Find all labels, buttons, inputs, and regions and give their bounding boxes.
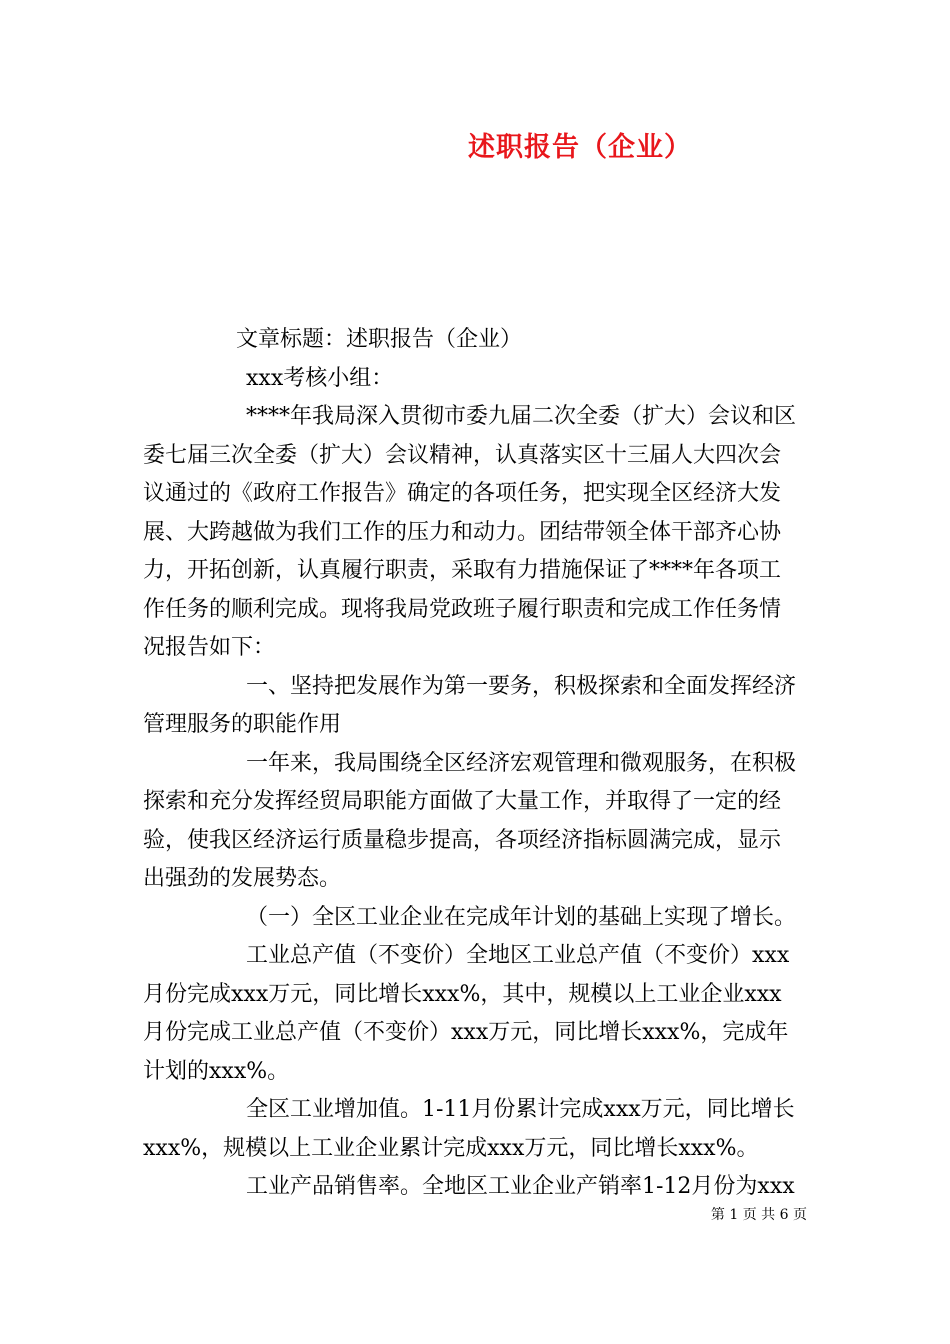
paragraph-line: 展、大跨越做为我们工作的压力和动力。团结带领全体干部齐心协 [143, 519, 782, 545]
paragraph-line: 验，使我区经济运行质量稳步提高，各项经济指标圆满完成，显示 [143, 827, 782, 853]
paragraph-line: 探索和充分发挥经贸局职能方面做了大量工作，并取得了一定的经 [143, 789, 782, 814]
paragraph-line: 议通过的《政府工作报告》确定的各项任务，把实现全区经济大发 [143, 481, 782, 506]
paragraph-line: 作任务的顺利完成。现将我局党政班子履行职责和完成工作任务情 [143, 596, 782, 622]
paragraph-line: 计划的xxx%。 [143, 1058, 290, 1084]
document-body [143, 321, 807, 1207]
paragraph-line: 出强劲的发展势态。 [143, 866, 342, 891]
paragraph-line: 一年来，我局围绕全区经济宏观管理和微观服务，在积极 [246, 750, 797, 776]
salutation-line: xxx考核小组： [246, 365, 394, 391]
paragraph-line: 全区工业增加值。1-11月份累计完成xxx万元，同比增长 [246, 1097, 795, 1122]
article-title-line: 文章标题：述职报告（企业） [236, 327, 523, 352]
paragraph-line: 委七届三次全委（扩大）会议精神，认真落实区十三届人大四次会 [143, 442, 782, 468]
paragraph-line: 况报告如下： [143, 635, 276, 660]
section-heading-line: 管理服务的职能作用 [143, 712, 342, 737]
section-heading-line: 一、坚持把发展作为第一要务，积极探索和全面发挥经济 [246, 673, 797, 699]
paragraph-line: xxx%，规模以上工业企业累计完成xxx万元，同比增长xxx%。 [143, 1135, 759, 1161]
paragraph-line: 工业总产值（不变价）全地区工业总产值（不变价）xxx [246, 943, 790, 968]
paragraph-line: 月份完成xxx万元，同比增长xxx%，其中，规模以上工业企业xxx [143, 981, 782, 1007]
paragraph-line: 月份完成工业总产值（不变价）xxx万元，同比增长xxx%，完成年 [143, 1020, 789, 1045]
subsection-heading-line: （一）全区工业企业在完成年计划的基础上实现了增长。 [246, 904, 797, 930]
paragraph-line: ****年我局深入贯彻市委九届二次全委（扩大）会议和区 [246, 404, 797, 429]
document-title: 述职报告（企业） [468, 132, 692, 163]
paragraph-line: 力，开拓创新，认真履行职责，采取有力措施保证了****年各项工 [143, 558, 782, 583]
paragraph-line: 工业产品销售率。全地区工业企业产销率1-12月份为xxx [246, 1174, 795, 1199]
page-number: 第 1 页 共 6 页 [710, 1207, 807, 1223]
